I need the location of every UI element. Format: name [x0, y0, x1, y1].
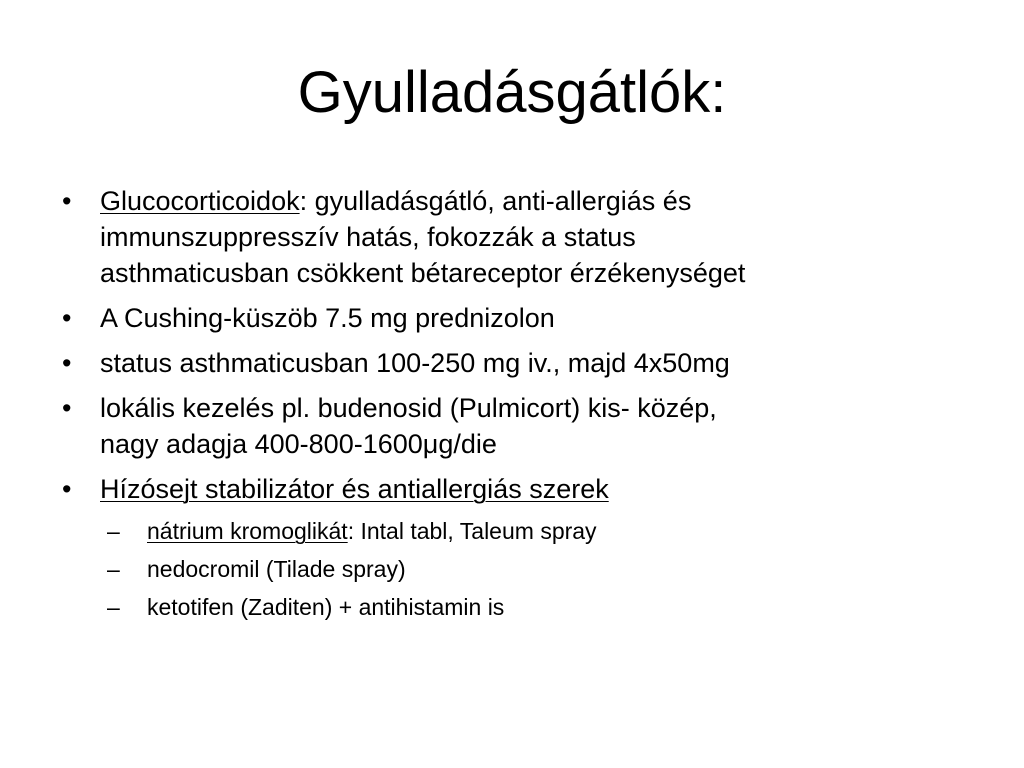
bullet-cushing: [62, 300, 962, 336]
bullet-status-asthmaticus: [62, 345, 962, 381]
bullet-term: Glucocorticoidok: [100, 186, 300, 216]
subbullet-ketotifen: [107, 592, 962, 622]
bullet-line: asthmaticusban csökkent bétareceptor érzékenységet: [100, 258, 746, 288]
bullet-marker: •: [62, 303, 72, 333]
bullet-marker: •: [62, 348, 72, 378]
subbullet-nedocromil: [107, 554, 962, 584]
bullet-line: nagy adagja 400-800-1600μg/die: [100, 429, 497, 459]
bullet-list: [62, 183, 962, 630]
bullet-text: status asthmaticusban 100-250 mg iv., majd 4x50mg: [100, 348, 730, 378]
bullet-marker: •: [62, 186, 72, 216]
bullet-mast-cell: [62, 471, 962, 507]
subbullet-text: nedocromil (Tilade spray): [147, 556, 406, 582]
bullet-marker: •: [62, 393, 72, 423]
subbullet-text: : Intal tabl, Taleum spray: [347, 518, 597, 544]
subbullet-text: ketotifen (Zaditen) + antihistamin is: [147, 594, 505, 620]
bullet-line: [100, 183, 962, 219]
bullet-heading-underlined: Hízósejt stabilizátor és antiallergiás szerek: [100, 474, 609, 504]
bullet-glucocorticoids: [62, 183, 962, 291]
bullet-line: lokális kezelés pl. budenosid (Pulmicort) kis- közép,: [100, 393, 717, 423]
subbullet-cromoglicate: [107, 516, 962, 546]
slide-title: Gyulladásgátlók:: [297, 60, 727, 125]
subbullet-marker: –: [107, 556, 120, 582]
bullet-text: A Cushing-küszöb 7.5 mg prednizolon: [100, 303, 555, 333]
subbullet-term: nátrium kromoglikát: [147, 518, 348, 544]
bullet-text: : gyulladásgátló, anti-allergiás és: [299, 186, 692, 216]
subbullet-marker: –: [107, 594, 120, 620]
subbullet-marker: –: [107, 518, 120, 544]
bullet-local-treatment: [62, 390, 962, 462]
bullet-line: immunszuppresszív hatás, fokozzák a status: [100, 222, 636, 252]
bullet-marker: •: [62, 474, 72, 504]
